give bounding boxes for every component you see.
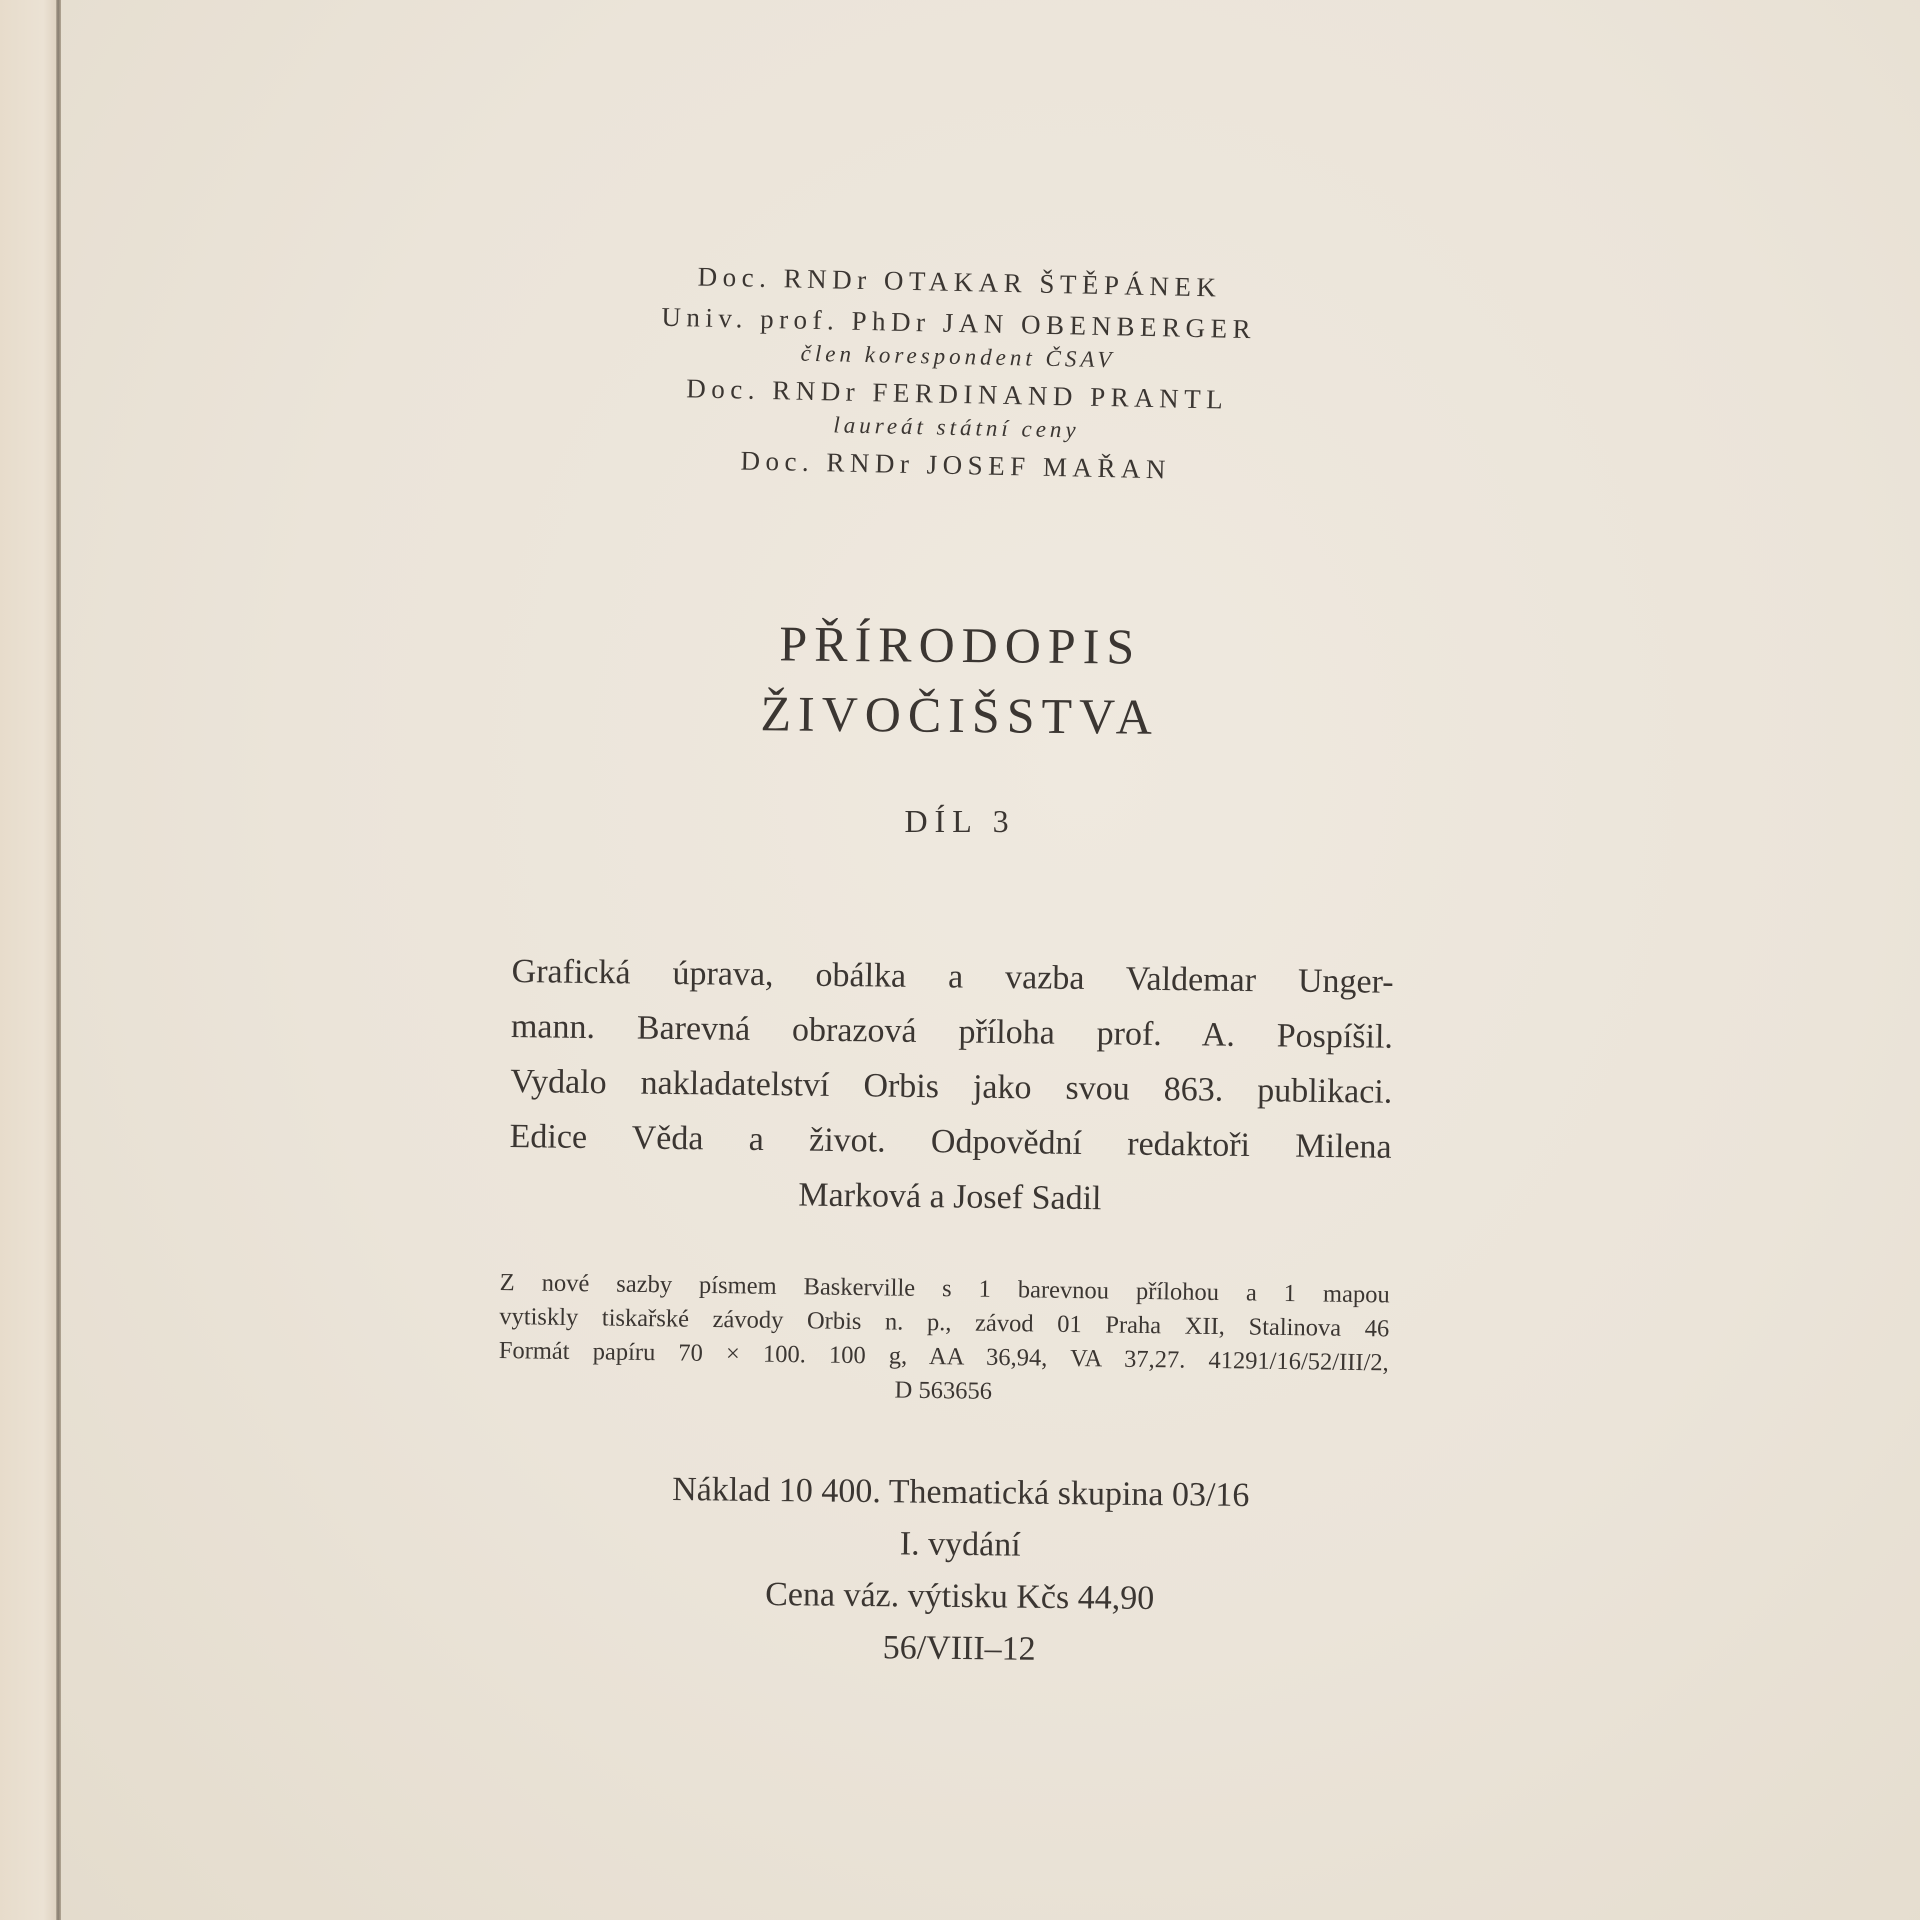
author-title: laureát státní ceny (833, 412, 1080, 443)
printing-details (498, 1266, 1390, 1414)
author-title: člen korespondent ČSAV (800, 340, 1116, 373)
book-title (559, 607, 1360, 754)
book-title-line-1: PŘÍRODOPIS (779, 615, 1142, 675)
book-title-line-2: ŽIVOČIŠSTVA (760, 685, 1160, 745)
colophon-line: Edice Věda a život. Odpovědní redaktoři Milena (509, 1117, 1392, 1166)
printing-line: D 563656 (894, 1376, 993, 1405)
printing-line: Formát papíru 70 × 100. 100 g, AA 36,94, VA 37,27. 41291/16/52/III/2, (498, 1336, 1389, 1377)
price: Cena váz. výtisku Kčs 44,90 (765, 1575, 1155, 1618)
colophon-line: mann. Barevná obrazová příloha prof. A. Pospíšil. (510, 1007, 1394, 1056)
print-run: Náklad 10 400. Thematická skupina 03/16 (672, 1470, 1250, 1515)
author-name: Doc. RNDr FERDINAND PRANTL (685, 373, 1229, 415)
author-name: Univ. prof. PhDr JAN OBENBERGER (661, 301, 1257, 345)
colophon-line: Marková a Josef Sadil (798, 1176, 1102, 1218)
author-name: Doc. RNDr JOSEF MAŘAN (740, 445, 1172, 485)
colophon-line: Grafická úprava, obálka a vazba Valdemar Unger- (511, 952, 1394, 1001)
author-name: Doc. RNDr OTAKAR ŠTĚPÁNEK (697, 261, 1222, 303)
volume-number: DÍL 3 (904, 803, 1016, 839)
edition-number: I. vydání (899, 1525, 1021, 1564)
colophon-line: Vydalo nakladatelství Orbis jako svou 863. publikaci. (510, 1062, 1393, 1111)
printing-line: Z nové sazby písmem Baskerville s 1 barevnou přílohou a 1 mapou (499, 1268, 1390, 1309)
edition-info (559, 1463, 1361, 1679)
printing-line: vytiskly tiskařské závody Orbis n. p., závod 01 Praha XII, Stalinova 46 (499, 1302, 1390, 1343)
colophon-credits (509, 944, 1394, 1230)
catalog-code: 56/VIII–12 (882, 1629, 1036, 1668)
author-list (555, 254, 1360, 495)
